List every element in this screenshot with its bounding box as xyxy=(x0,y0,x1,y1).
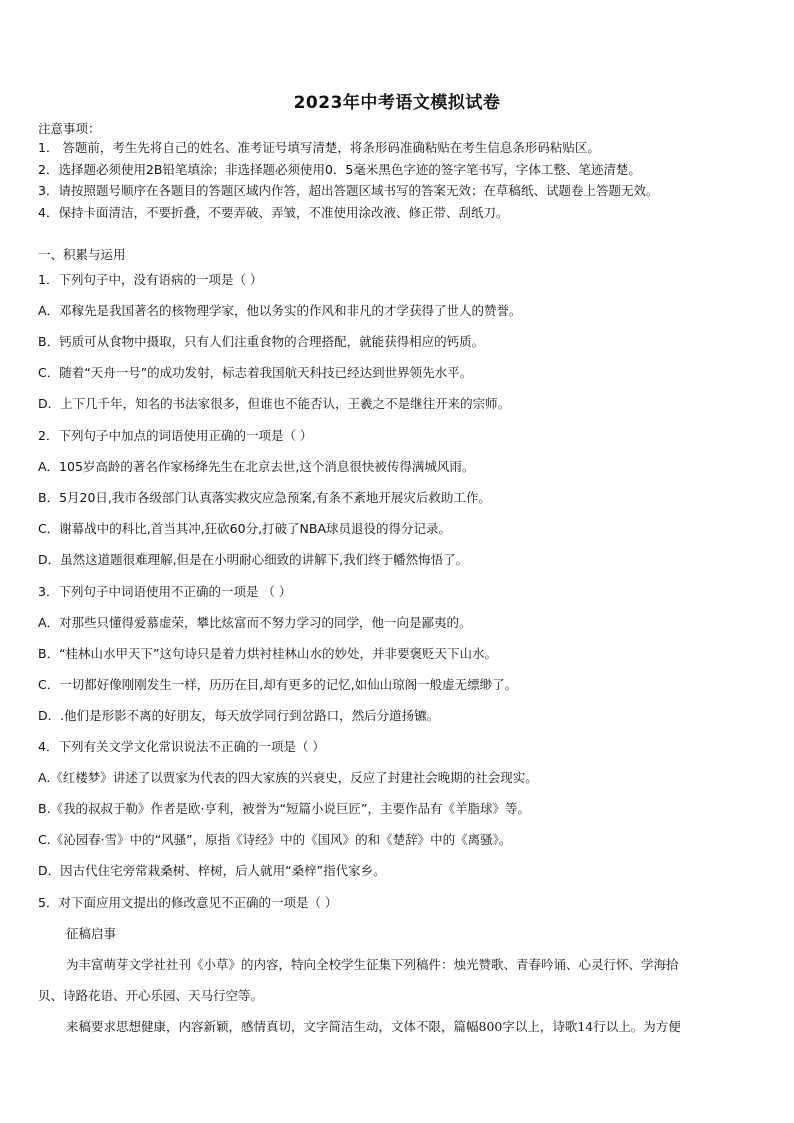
notice-item-4: 4．保持卡面清洁，不要折叠，不要弄破、弄皱，不准使用涂改液、修正带、刮纸刀。 xyxy=(38,205,509,220)
question-4-option-b: B.《我的叔叔于勒》作者是欧·亨利，被誉为“短篇小说巨匠”，主要作品有《羊脂球》等。 xyxy=(38,801,530,816)
question-1-option-a: A．邓稼先是我国著名的核物理学家，他以务实的作风和非凡的才学获得了世人的赞誉。 xyxy=(38,303,522,318)
question-4-stem: 4．下列有关文学文化常识说法不正确的一项是（ ） xyxy=(38,739,325,754)
question-1-option-b: B．钙质可从食物中摄取，只有人们注重食物的合理搭配，就能获得相应的钙质。 xyxy=(38,334,485,349)
notice-item-1: 1． 答题前，考生先将自己的姓名、准考证号填写清楚，将条形码准确粘贴在考生信息条形码粘贴区。 xyxy=(38,140,600,155)
question-3-option-c: C．一切都好像刚刚发生一样，历历在目,却有更多的记忆,如仙山琼阁一般虚无缥缈了。 xyxy=(38,677,518,692)
passage-heading: 征稿启事 xyxy=(66,926,117,941)
question-1-stem: 1．下列句子中，没有语病的一项是（ ） xyxy=(38,272,263,287)
question-1-option-d: D．上下几千年，知名的书法家很多，但谁也不能否认，王羲之不是继往开来的宗师。 xyxy=(38,396,511,411)
question-2-option-d: D．虽然这道题很难理解,但是在小明耐心细致的讲解下,我们终于幡然悔悟了。 xyxy=(38,552,469,567)
notice-item-3: 3．请按照题号顺序在各题目的答题区域内作答，超出答题区域书写的答案无效；在草稿纸、试题卷上答题无效。 xyxy=(38,183,659,198)
section-heading: 一、积累与运用 xyxy=(38,247,126,262)
question-4-option-c: C.《沁园春·雪》中的“风骚”，原指《诗经》中的《国风》的和《楚辞》中的《离骚》。 xyxy=(38,832,512,847)
passage-line-2: 贝、诗路花语、开心乐园、天马行空等。 xyxy=(38,988,264,1003)
question-2-option-b: B．5月20日,我市各级部门认真落实救灾应急预案,有条不紊地开展灾后救助工作。 xyxy=(38,490,491,505)
question-2-option-a: A．105岁高龄的著名作家杨绛先生在北京去世,这个消息很快被传得满城风雨。 xyxy=(38,459,475,474)
exam-title: 2023年中考语文模拟试卷 xyxy=(293,93,501,113)
question-4-option-d: D．因古代住宅旁常栽桑树、梓树，后人就用“桑梓”指代家乡。 xyxy=(38,863,386,878)
question-1-option-c: C．随着“天舟一号”的成功发射，标志着我国航天科技已经达到世界领先水平。 xyxy=(38,365,473,380)
question-3-stem: 3．下列句子中词语使用不正确的一项是 （ ） xyxy=(38,584,292,599)
question-3-option-b: B．“桂林山水甲天下”这句诗只是着力烘衬桂林山水的妙处，并非要褒贬天下山水。 xyxy=(38,646,498,661)
question-5-stem: 5．对下面应用文提出的修改意见不正确的一项是（ ） xyxy=(38,895,338,910)
question-4-option-a: A.《红楼梦》讲述了以贾家为代表的四大家族的兴衰史，反应了封建社会晚期的社会现实。 xyxy=(38,770,538,785)
question-2-stem: 2．下列句子中加点的词语使用正确的一项是（ ） xyxy=(38,428,313,443)
question-2-option-c: C．谢幕战中的科比,首当其冲,狂砍60分,打破了NBA球员退役的得分记录。 xyxy=(38,521,452,536)
question-3-option-a: A．对那些只懂得爱慕虚荣，攀比炫富而不努力学习的同学，他一向是鄙夷的。 xyxy=(38,615,472,630)
passage-line-3: 来稿要求思想健康，内容新颖，感情真切，文字简洁生动，文体不限，篇幅800字以上，诗歌14行以上。为方便 xyxy=(66,1019,681,1034)
notice-heading: 注意事项： xyxy=(38,121,101,136)
question-3-option-d: D．.他们是形影不离的好朋友，每天放学同行到岔路口，然后分道扬镳。 xyxy=(38,708,440,723)
passage-line-1: 为丰富萌芽文学社社刊《小草》的内容，特向全校学生征集下列稿件：烛光赞歌、青春吟诵、心灵行怀、学海拾 xyxy=(66,957,679,972)
notice-item-2: 2．选择题必须使用2B铅笔填涂；非选择题必须使用0．5毫米黑色字迹的签字笔书写，字体工整、笔迹清楚。 xyxy=(38,162,641,177)
